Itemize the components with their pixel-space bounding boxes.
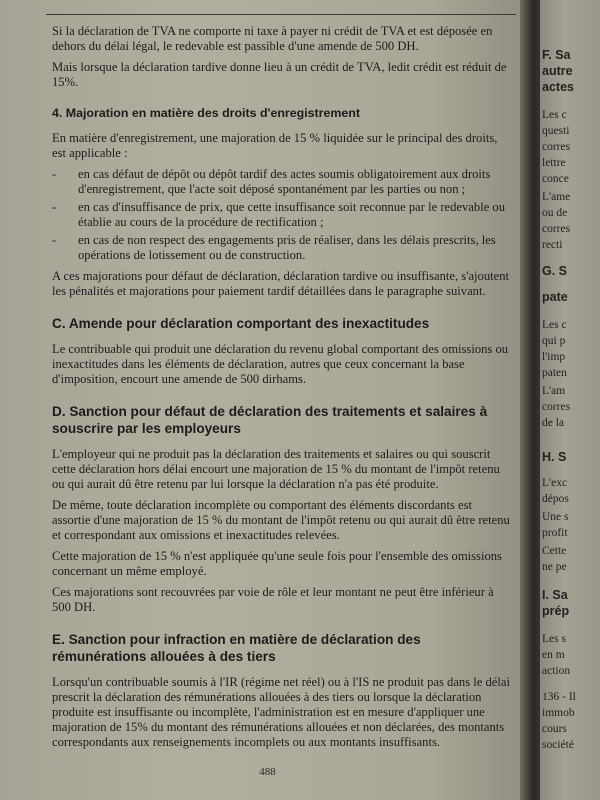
- facing-page-fragment: l'imp: [542, 351, 566, 363]
- facing-page-fragment: pate: [542, 290, 568, 304]
- facing-page-fragment: actes: [542, 80, 574, 94]
- book-page-right: [540, 0, 600, 800]
- dash-bullet: -: [52, 200, 57, 214]
- section-e-heading: E. Sanction pour infraction en matière de déclaration des rémunérations allouées à des tiers: [52, 632, 421, 664]
- facing-page-fragment: ou de: [542, 207, 568, 219]
- section-e-paragraph: Lorsqu'un contribuable soumis à l'IR (régime net réel) ou à l'IS ne produit pas dans le délai prescrit la déclaration des rémunérations allouées à des tiers ou lorsque la déclaration produite est insuffisante ou incomplète, l'administration est en mesure d'appliquer une majoration de 15% du montant des rémunérations allouées et non déclarées, des montants correspondants aux renseignements incomplets ou aux montants insuffisants.: [52, 675, 510, 749]
- section-d-paragraph: Ces majorations sont recouvrées par voie de rôle et leur montant ne peut être inférieur à 500 DH.: [52, 585, 494, 614]
- header-rule: [46, 14, 516, 15]
- facing-page-fragment: profit: [542, 527, 568, 539]
- facing-page-fragment: Les c: [542, 109, 567, 121]
- facing-page-fragment: 136 - Il: [542, 691, 576, 703]
- list-item: - en cas de non respect des engagements pris de réaliser, dans les délais prescrits, les opérations de lotissement ou de construction.: [52, 233, 496, 262]
- section-d-paragraph: L'employeur qui ne produit pas la déclaration des traitements et salaires ou qui souscrit cette déclaration hors délai encourt une majoration de 15 % du montant de l'impôt retenu ou qui aurait dû être retenu par lui lorsque la déclaration n'a pas été produite.: [52, 447, 500, 491]
- facing-page-fragment: ne pe: [542, 561, 567, 573]
- facing-page-fragment: questi: [542, 125, 570, 137]
- facing-page-fragment: Les s: [542, 633, 566, 645]
- paragraph-tva-credit: Mais lorsque la déclaration tardive donne lieu à un crédit de TVA, ledit crédit est réduit de 15%.: [52, 60, 507, 89]
- book-gutter: [520, 0, 542, 800]
- facing-page-fragment: qui p: [542, 335, 566, 347]
- facing-page-fragment: H. S: [542, 450, 567, 464]
- dash-bullet: -: [52, 233, 57, 247]
- facing-page-fragment: Une s: [542, 511, 569, 523]
- section-d-paragraph: Cette majoration de 15 % n'est appliquée qu'une seule fois pour l'ensemble des omissions concernant un même employé.: [52, 549, 502, 578]
- facing-page-fragment: corres: [542, 223, 571, 235]
- section-4-outro: A ces majorations pour défaut de déclaration, déclaration tardive ou insuffisante, s'ajoutent les pénalités et majorations pour paiement tardif détaillées dans le paragraphe suivant.: [52, 269, 510, 298]
- facing-page-fragment: cours: [542, 723, 567, 735]
- facing-page-fragment: recti: [542, 239, 563, 251]
- section-4-intro: En matière d'enregistrement, une majoration de 15 % liquidée sur le principal des droits, est applicable :: [52, 131, 498, 160]
- facing-page-fragment: de la: [542, 417, 565, 429]
- facing-page-fragment: conce: [542, 173, 569, 185]
- section-c-heading: C. Amende pour déclaration comportant des inexactitudes: [52, 316, 430, 331]
- section-c-text: Le contribuable qui produit une déclaration du revenu global comportant des omissions ou inexactitudes dans les éléments de déclaration, autres que ceux concernant la base d'imposition, encourt une amende de 500 dirhams.: [52, 342, 509, 386]
- facing-page-fragment: Cette: [542, 545, 567, 557]
- facing-page-fragment: corres: [542, 141, 571, 153]
- facing-page-fragment: L'ame: [542, 191, 571, 203]
- facing-page-fragment: L'exc: [542, 477, 568, 489]
- facing-page-fragment: I. Sa: [542, 588, 568, 602]
- page-content: [52, 24, 512, 756]
- section-d-heading: D. Sanction pour défaut de déclaration des traitements et salaires à souscrire par les employeurs: [52, 404, 488, 436]
- list-item: - en cas d'insuffisance de prix, que cette insuffisance soit reconnue par le redevable ou établie au cours de la procédure de rectification ;: [52, 200, 506, 229]
- facing-page-fragment: immob: [542, 707, 575, 719]
- facing-page-fragment: F. Sa: [542, 48, 571, 62]
- section-d-paragraph: De même, toute déclaration incomplète ou comportant des éléments discordants est assortie d'une majoration de 15 % du montant de l'impôt retenu ou qui aurait dû être retenu et correspondant aux omissions et inexactitudes relevées.: [52, 498, 510, 542]
- section-4-list: [52, 167, 512, 263]
- facing-page-fragment: prép: [542, 604, 570, 618]
- facing-page-fragment: lettre: [542, 157, 566, 169]
- facing-page-fragment: en m: [542, 649, 565, 661]
- facing-page-fragment: corres: [542, 401, 571, 413]
- facing-page-fragment: dépos: [542, 493, 569, 505]
- section-4-heading: 4. Majoration en matière des droits d'enregistrement: [52, 106, 360, 120]
- facing-page-fragment: action: [542, 665, 571, 677]
- list-item: - en cas défaut de dépôt ou dépôt tardif des actes soumis obligatoirement aux droits d'enregistrement, que l'acte soit déposé spontanément par les parties ou non ;: [52, 167, 491, 196]
- facing-page-fragment: autre: [542, 64, 573, 78]
- facing-page-fragment: L'am: [542, 385, 566, 397]
- facing-page-fragment: société: [542, 739, 574, 751]
- facing-page-fragment: G. S: [542, 264, 568, 278]
- dash-bullet: -: [52, 167, 57, 181]
- facing-page-fragment: paten: [542, 367, 567, 379]
- paragraph-tva-penalty: Si la déclaration de TVA ne comporte ni taxe à payer ni crédit de TVA et est déposée en dehors du délai légal, le redevable est passible d'une amende de 500 DH.: [52, 24, 493, 53]
- facing-page-fragment: Les c: [542, 319, 567, 331]
- page-number: 488: [259, 766, 276, 778]
